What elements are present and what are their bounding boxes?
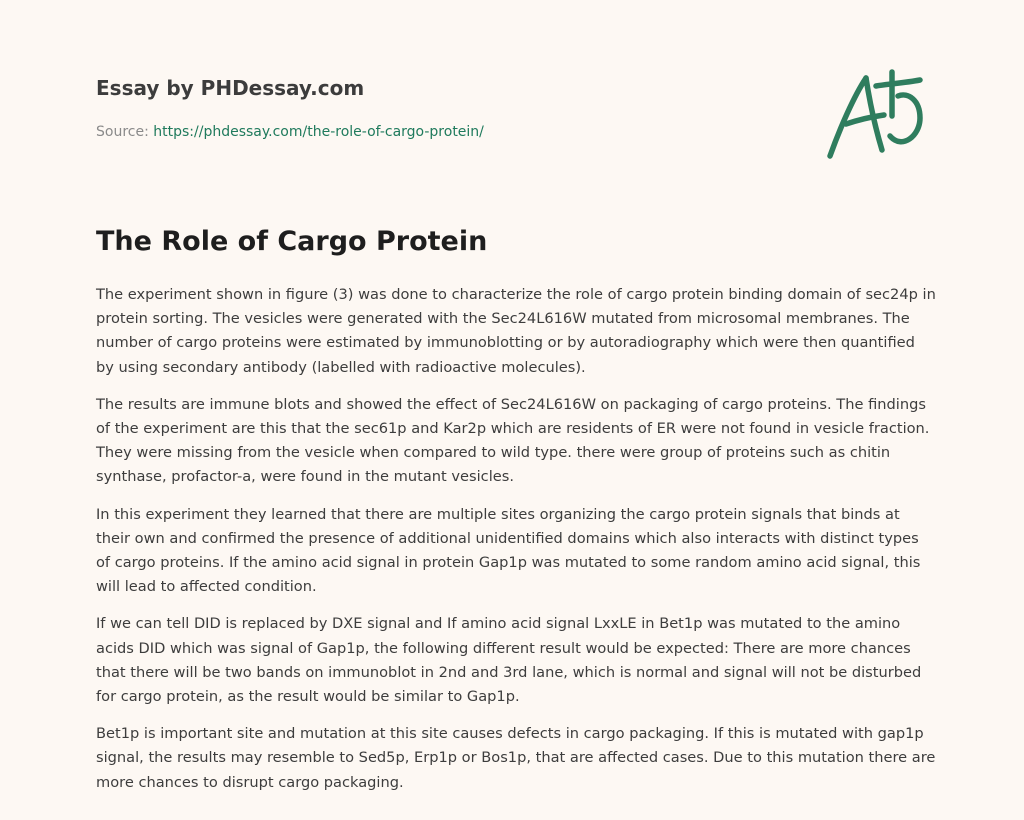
page-title: The Role of Cargo Protein bbox=[96, 226, 488, 257]
article-body bbox=[96, 283, 936, 808]
paragraph-1: The experiment shown in figure (3) was done to characterize the role of cargo protein binding domain of sec24p in protein sorting. The vesicles were generated with the Sec24L616W mutated from microsomal membranes. The number of cargo proteins were estimated by immunoblotting or by autoradiography which were then quantified by using secondary antibody (labelled with radioactive molecules). bbox=[96, 286, 936, 376]
page-header bbox=[96, 0, 928, 200]
paragraph-2: The results are immune blots and showed the effect of Sec24L616W on packaging of cargo proteins. The findings of the experiment are this that the sec61p and Kar2p which are residents of ER were not found in vesicle fraction. They were missing from the vesicle when compared to wild type. there were group of proteins such as chitin synthase, profactor-a, were found in the mutant vesicles. bbox=[96, 395, 930, 486]
source-line bbox=[96, 124, 484, 140]
source-link[interactable]: https://phdessay.com/the-role-of-cargo-protein/ bbox=[153, 124, 484, 140]
a-plus-grade-logo-icon bbox=[824, 66, 928, 166]
paragraph-5: Bet1p is important site and mutation at this site causes defects in cargo packaging. If this is mutated with gap1p signal, the results may resemble to Sed5p, Erp1p or Bos1p, that are affected cases. Due to this mutation there are more chances to disrupt cargo packaging. bbox=[96, 725, 936, 791]
site-brand: Essay by PHDessay.com bbox=[96, 76, 365, 100]
paragraph-3: In this experiment they learned that there are multiple sites organizing the cargo protein signals that binds at their own and confirmed the presence of additional unidentified domains which also interacts with distinct types of cargo proteins. If the amino acid signal in protein Gap1p was mutated to some random amino acid signal, this will lead to affected condition. bbox=[96, 505, 921, 596]
paragraph-4: If we can tell DID is replaced by DXE signal and If amino acid signal LxxLE in Bet1p was mutated to the amino acids DID which was signal of Gap1p, the following different result would be expected: There are more chances that there will be two bands on immunoblot in 2nd and 3rd lane, which is normal and signal will not be disturbed for cargo protein, as the result would be similar to Gap1p. bbox=[96, 615, 922, 706]
source-label: Source: bbox=[96, 124, 149, 140]
